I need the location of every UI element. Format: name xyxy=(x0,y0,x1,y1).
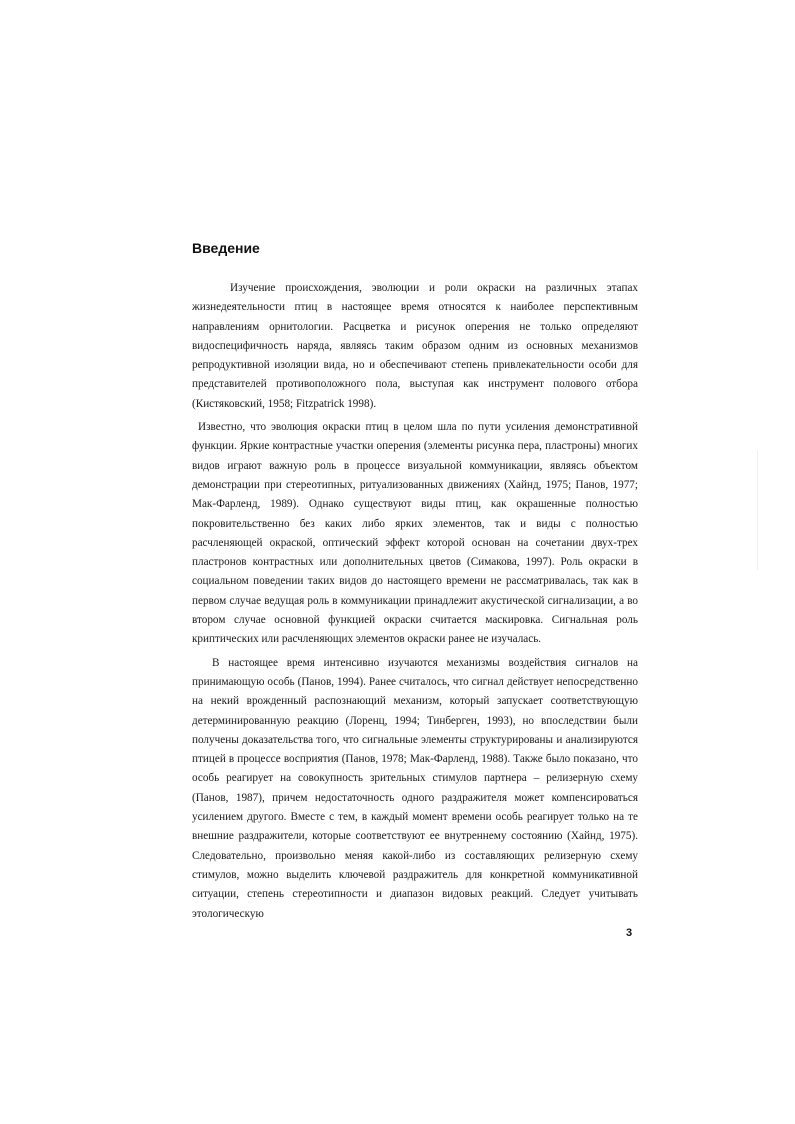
page-number: 3 xyxy=(626,927,633,939)
scan-margin-artifact xyxy=(757,450,758,570)
paragraph-3: В настоящее время интенсивно изучаются механизмы воздействия сигналов на принимающую особь (Панов, 1994). Ранее считалось, что сигнал действует непосредственно на некий врожденный распознающий механизм, который запускает соответствующую детерминированную реакцию (Лоренц, 1994; Тинберген, 1993), но впоследствии были получены доказательства того, что сигнальные элементы структурированы и анализируются птицей в процессе восприятия (Панов, 1978; Мак-Фарленд, 1988). Также было показано, что особь реагирует на совокупность зрительных стимулов партнера – релизерную схему (Панов, 1987), причем недостаточность одного раздражителя может компенсироваться усилением другого. Вместе с тем, в каждый момент времени особь реагирует только на те внешние раздражители, которые соответствуют ее внутреннему состоянию (Хайнд, 1975). Следовательно, произвольно меняя какой-либо из составляющих релизерную схему стимулов, можно выделить ключевой раздражитель для конкретной коммуникативной ситуации, степень стереотипности и диапазон видовых реакций. Следует учитывать этологическую xyxy=(192,656,638,920)
paragraph-1: Изучение происхождения, эволюции и роли окраски на различных этапах жизнедеятельности птиц в настоящее время относятся к наиболее перспективным направлениям орнитологии. Расцветка и рисунок оперения не только определяют видоспецифичность наряда, являясь таким образом одним из основных механизмов репродуктивной изоляции вида, но и обеспечивают степень привлекательности особи для представителей противоположного пола, выступая как инструмент полового отбора (Кистяковский, 1958; Fitzpatrick 1998). xyxy=(192,282,638,410)
body-text xyxy=(192,279,638,924)
paragraph-2: Известно, что эволюция окраски птиц в целом шла по пути усиления демонстративной функции. Яркие контрастные участки оперения (элементы рисунка пера, пластроны) многих видов играют важную роль в процессе визуальной коммуникации, являясь объектом демонстрации при стереотипных, ритуализованных движениях (Хайнд, 1975; Панов, 1977; Мак-Фарленд, 1989). Однако существуют виды птиц, как окрашенные полностью покровительственно без каких либо ярких элементов, так и виды с полностью расчленяющей окраской, оптический эффект которой основан на сочетании двух-трех пластронов контрастных или дополнительных цветов (Симакова, 1997). Роль окраски в социальном поведении таких видов до настоящего времени не рассматривалась, так как в первом случае ведущая роль в коммуникации принадлежит акустической сигнализации, а во втором случае основной функцией окраски считается маскировка. Сигнальная роль криптических или расчленяющих элементов окраски ранее не изучалась. xyxy=(192,421,638,646)
section-heading: Введение xyxy=(192,240,260,256)
